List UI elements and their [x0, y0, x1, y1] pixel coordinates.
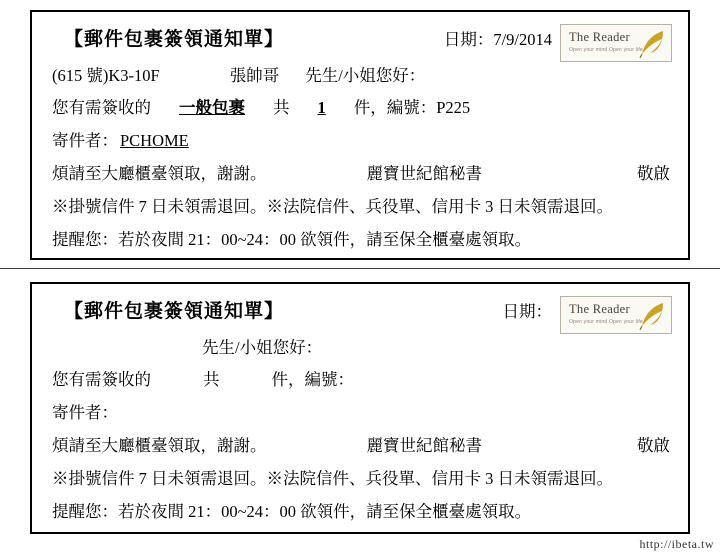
count-unit: 件，編號：	[271, 370, 354, 390]
signer-text: 麗寶世紀館秘書	[366, 436, 482, 456]
note-row	[50, 467, 670, 491]
parcel-row	[50, 368, 670, 392]
note-line: ※掛號信件 7 日未領需退回。※法院信件、兵役單、信用卡 3 日未領需退回。	[52, 469, 613, 489]
count-label: 共	[203, 370, 220, 390]
pickup-row	[50, 434, 670, 458]
date-group	[503, 300, 553, 324]
logo-main-text: The Reader	[569, 30, 630, 44]
signer-text: 麗寶世紀館秘書	[366, 164, 482, 184]
recipient-row	[50, 64, 670, 88]
sender-label: 寄件者：	[52, 131, 118, 151]
pickup-text: 煩請至大廳櫃臺領取，謝謝。	[52, 436, 267, 456]
recipient-name: 張帥哥	[229, 65, 280, 85]
receive-prefix: 您有需簽收的	[52, 370, 151, 390]
logo-sub-text: Open your mind Open your life	[569, 319, 643, 325]
quill-pen-icon	[639, 301, 665, 331]
sender-row	[50, 129, 670, 153]
logo-sub-text: Open your mind Open your life	[569, 47, 643, 53]
count-label: 共	[273, 98, 290, 118]
count-unit: 件，編號：	[353, 98, 437, 118]
logo-main-text: The Reader	[569, 302, 630, 316]
sender-row	[50, 401, 670, 425]
date-label: 日期：	[443, 30, 494, 49]
parcel-type: 一般包裹	[179, 98, 245, 118]
sender-label: 寄件者：	[52, 403, 118, 423]
note-line: ※掛號信件 7 日未領需退回。※法院信件、兵役單、信用卡 3 日未領需退回。	[52, 197, 613, 217]
date-label: 日期：	[502, 302, 552, 321]
reader-logo	[560, 24, 672, 62]
date-value: 7/9/2014	[493, 30, 552, 49]
reader-logo	[560, 296, 672, 334]
notice-form-blank	[30, 282, 690, 534]
notice-title: 【郵件包裹簽領通知單】	[64, 301, 285, 322]
salutation-text: 先生/小姐您好：	[202, 337, 323, 357]
parcel-row	[50, 96, 670, 120]
reminder-line: 提醒您：若於夜間 21：00~24：00 欲領件，請至保全櫃臺處領取。	[52, 502, 532, 522]
reminder-row	[50, 228, 670, 252]
pickup-text: 煩請至大廳櫃臺領取，謝謝。	[52, 164, 267, 184]
notice-title: 【郵件包裹簽領通知單】	[64, 29, 285, 50]
recipient-row	[50, 336, 670, 360]
address-value: (615 號)K3-10F	[52, 65, 160, 85]
count-value: 1	[317, 98, 326, 118]
respect-text: 敬啟	[637, 436, 670, 456]
sender-value: PCHOME	[120, 131, 189, 151]
pickup-row	[50, 162, 670, 186]
respect-text: 敬啟	[637, 164, 670, 184]
note-row	[50, 195, 670, 219]
notice-form-filled	[30, 10, 690, 260]
parcel-number: P225	[436, 98, 471, 118]
reminder-row	[50, 500, 670, 524]
quill-pen-icon	[639, 29, 665, 59]
date-group	[444, 28, 552, 52]
page-divider	[0, 268, 720, 269]
salutation-text: 先生/小姐您好：	[305, 65, 426, 85]
site-watermark: http://ibeta.tw	[639, 537, 714, 551]
receive-prefix: 您有需簽收的	[52, 98, 151, 118]
reminder-line: 提醒您：若於夜間 21：00~24：00 欲領件，請至保全櫃臺處領取。	[52, 230, 532, 250]
